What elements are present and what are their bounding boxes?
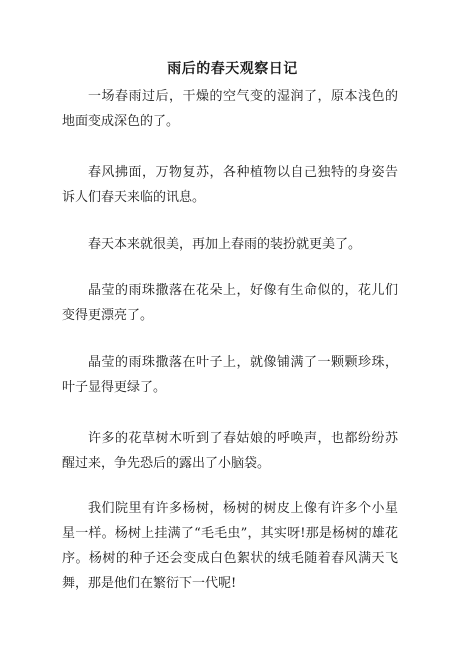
paragraph-2: 春风拂面，万物复苏，各种植物以自己独特的身姿告诉人们春天来临的讯息。 bbox=[62, 165, 398, 205]
paragraph-5: 晶莹的雨珠撒落在叶子上，就像铺满了一颗颗珍珠，叶子显得更绿了。 bbox=[62, 355, 398, 395]
document-title: 雨后的春天观察日记 bbox=[167, 61, 298, 77]
paragraph-7: 我们院里有许多杨树，杨树的树皮上像有许多个小星星一样。杨树上挂满了“毛毛虫”，其实呀!那是杨树的雄花序。杨树的种子还会变成白色絮状的绒毛随着春风满天飞舞，那是他们在繁衍下一代呢! bbox=[62, 501, 398, 591]
paragraph-1: 一场春雨过后，干燥的空气变的湿润了，原本浅色的地面变成深色的了。 bbox=[62, 89, 398, 129]
paragraph-6: 许多的花草树木听到了春姑娘的呼唤声，也都纷纷苏醒过来，争先恐后的露出了小脑袋。 bbox=[62, 431, 398, 471]
paragraph-4: 晶莹的雨珠撒落在花朵上，好像有生命似的，花儿们变得更漂亮了。 bbox=[62, 283, 398, 323]
paragraph-3: 春天本来就很美，再加上春雨的装扮就更美了。 bbox=[88, 237, 362, 252]
